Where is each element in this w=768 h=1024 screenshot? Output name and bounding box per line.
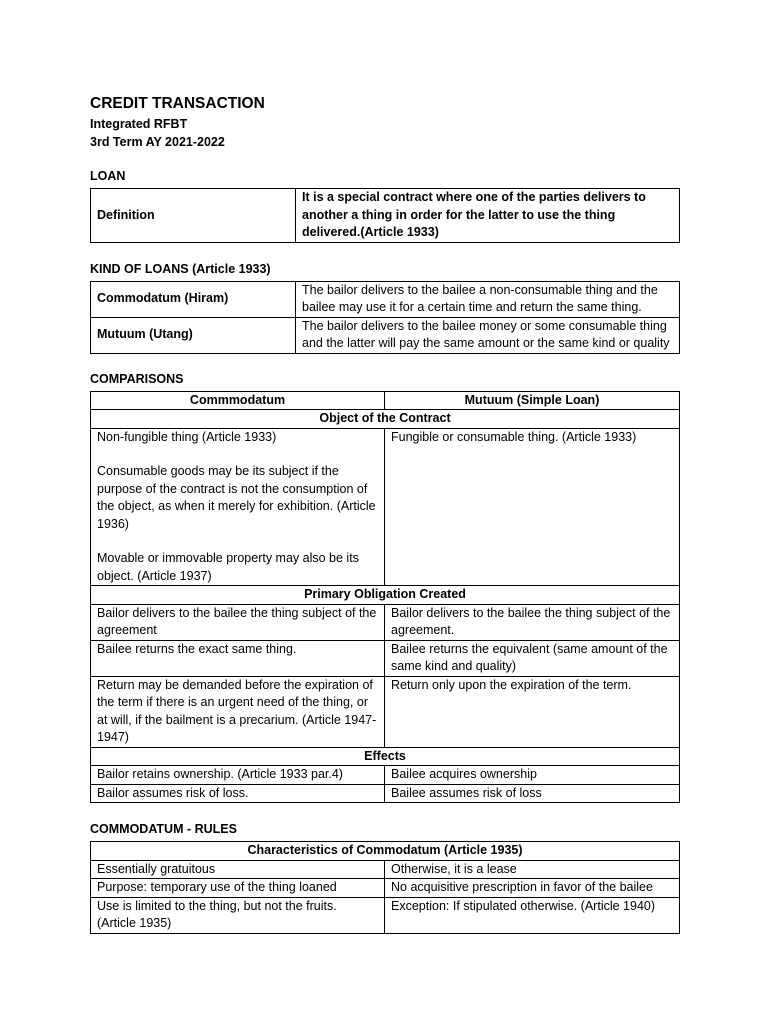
section-row-heading: Characteristics of Commodatum (Article 1935) [91, 842, 680, 861]
object-right-cell: Fungible or consumable thing. (Article 1933) [385, 428, 680, 586]
rules-heading: COMMODATUM - RULES [90, 822, 237, 836]
table-cell: Return may be demanded before the expiration of the term if there is an urgent need of the thing, or at will, if the bailment is a precarium. (Article 1947-1947) [91, 676, 385, 747]
table-row [91, 842, 680, 861]
table-row [91, 676, 680, 747]
table-row [91, 281, 680, 317]
definition-label: Definition [91, 189, 296, 243]
table-row [91, 604, 680, 640]
section-row-heading: Object of the Contract [91, 410, 680, 429]
table-row [91, 897, 680, 933]
object-left-line: Consumable goods may be its subject if the purpose of the contract is not the consumption of the object, as when it merely for exhibition. (Article 1936) [97, 464, 376, 531]
table-cell: Use is limited to the thing, but not the fruits. (Article 1935) [91, 897, 385, 933]
column-header: Mutuum (Simple Loan) [385, 391, 680, 410]
kind-text: The bailor delivers to the bailee a non-consumable thing and the bailee may use it for a certain time and return the same thing. [296, 281, 680, 317]
kind-text: The bailor delivers to the bailee money or some consumable thing and the latter will pay the same amount or the same kind or quality [296, 317, 680, 353]
table-cell: Essentially gratuitous [91, 860, 385, 879]
kind-label: Mutuum (Utang) [91, 317, 296, 353]
kind-label: Commodatum (Hiram) [91, 281, 296, 317]
table-cell: Otherwise, it is a lease [385, 860, 680, 879]
table-row [91, 317, 680, 353]
section-row-heading: Primary Obligation Created [91, 586, 680, 605]
rules-table [90, 841, 680, 934]
section-row-heading: Effects [91, 747, 680, 766]
table-cell: Bailor retains ownership. (Article 1933 par.4) [91, 766, 385, 785]
definition-text: It is a special contract where one of the parties delivers to another a thing in order for the latter to use the thing delivered.(Article 1933) [296, 189, 680, 243]
column-header: Commmodatum [91, 391, 385, 410]
table-cell: Return only upon the expiration of the term. [385, 676, 680, 747]
table-row [91, 640, 680, 676]
comparisons-table [90, 391, 680, 804]
table-row [91, 189, 680, 243]
loan-table [90, 188, 680, 243]
table-cell: Bailor delivers to the bailee the thing subject of the agreement. [385, 604, 680, 640]
table-row [91, 410, 680, 429]
document-term: 3rd Term AY 2021-2022 [90, 134, 225, 149]
table-cell: Exception: If stipulated otherwise. (Article 1940) [385, 897, 680, 933]
comparisons-heading: COMPARISONS [90, 371, 184, 386]
object-left-line: Non-fungible thing (Article 1933) [97, 429, 277, 444]
table-row [91, 860, 680, 879]
table-cell: Bailor assumes risk of loss. [91, 784, 385, 803]
table-cell: Bailee returns the exact same thing. [91, 640, 385, 676]
table-row [91, 784, 680, 803]
object-left-line: Movable or immovable property may also be its object. (Article 1937) [97, 551, 359, 583]
table-row [91, 747, 680, 766]
table-row [91, 766, 680, 785]
object-left-cell [91, 428, 385, 586]
document-subtitle: Integrated RFBT [90, 117, 188, 131]
table-cell: Bailee assumes risk of loss [385, 784, 680, 803]
table-row [91, 428, 680, 586]
table-cell: Bailee acquires ownership [385, 766, 680, 785]
table-cell: Bailor delivers to the bailee the thing subject of the agreement [91, 604, 385, 640]
document-title: CREDIT TRANSACTION [90, 95, 265, 112]
table-cell: Bailee returns the equivalent (same amount of the same kind and quality) [385, 640, 680, 676]
loan-heading: LOAN [90, 169, 126, 183]
kinds-heading: KIND OF LOANS (Article 1933) [90, 261, 271, 276]
kinds-table [90, 281, 680, 354]
table-row [91, 879, 680, 898]
table-row [91, 391, 680, 410]
document-page [90, 94, 680, 934]
table-row [91, 586, 680, 605]
table-cell: Purpose: temporary use of the thing loaned [91, 879, 385, 898]
table-cell: No acquisitive prescription in favor of the bailee [385, 879, 680, 898]
